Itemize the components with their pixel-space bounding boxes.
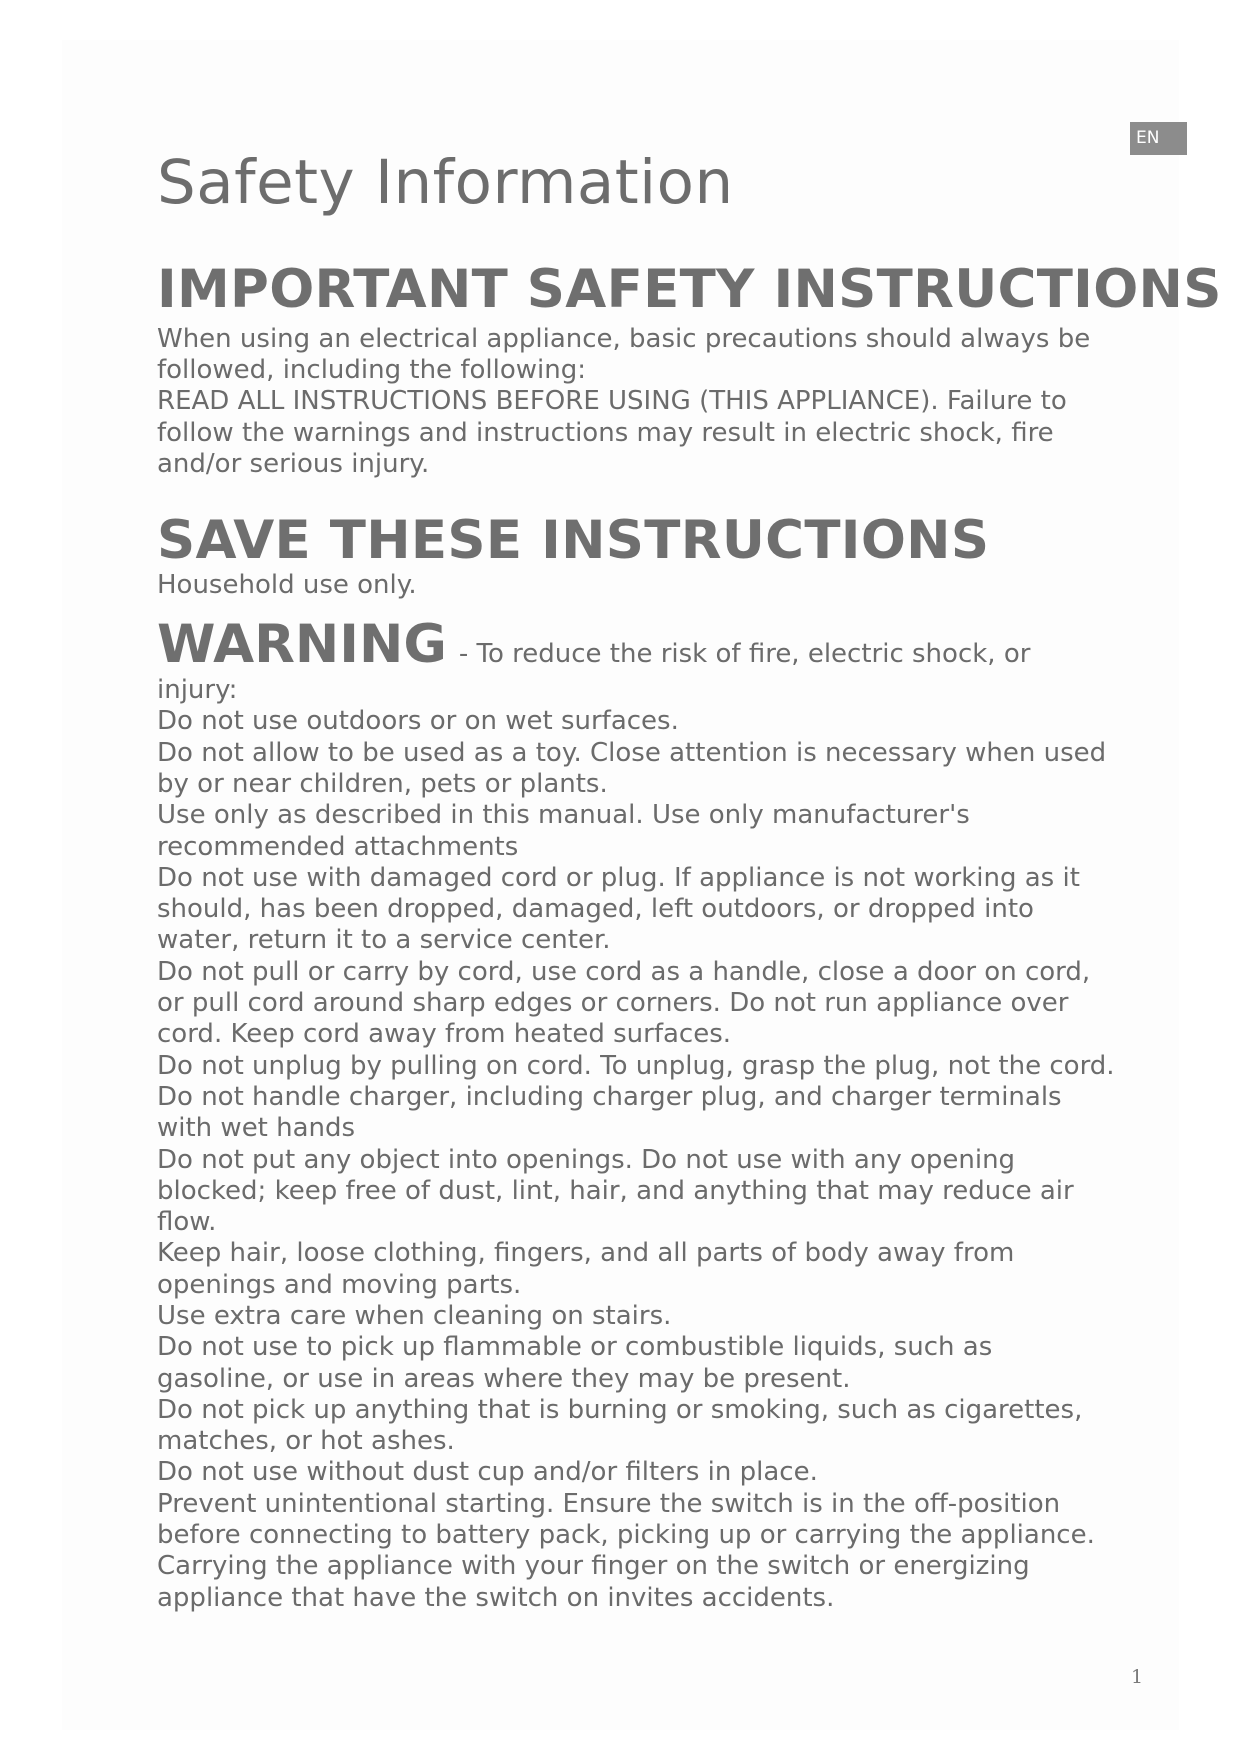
document-body — [157, 259, 1222, 1614]
save-instructions-heading: SAVE THESE INSTRUCTIONS — [157, 510, 990, 572]
important-safety-heading: IMPORTANT SAFETY INSTRUCTIONS — [157, 259, 1222, 320]
warning-item: Keep hair, loose clothing, fingers, and all parts of body away from openings and moving parts. — [157, 1238, 1015, 1300]
warning-label: WARNING — [157, 614, 447, 676]
intro-paragraph: READ ALL INSTRUCTIONS BEFORE USING (THIS APPLIANCE). Failure to follow the warnings and instructions may result in electric shock, fire and/or serious injury. — [157, 386, 1067, 479]
warning-item: Use extra care when cleaning on stairs. — [157, 1301, 672, 1331]
warning-header — [157, 614, 1117, 676]
warning-item: Do not pull or carry by cord, use cord as a handle, close a door on cord, or pull cord around sharp edges or corners. Do not run appliance over cord. Keep cord away from heated surfaces. — [157, 956, 1091, 1050]
warning-item: Do not put any object into openings. Do not use with any opening blocked; keep free of dust, lint, hair, and anything that may reduce air flow. — [157, 1144, 1074, 1238]
household-use-note: Household use only. — [157, 569, 417, 600]
warning-item: Do not pick up anything that is burning or smoking, such as cigarettes, matches, or hot ashes. — [157, 1394, 1083, 1457]
warning-item: Do not use outdoors or on wet surfaces. — [157, 706, 679, 737]
language-badge: EN — [1130, 122, 1187, 155]
warning-item: Do not use to pick up flammable or combustible liquids, such as gasoline, or use in areas where they may be present. — [157, 1332, 993, 1394]
warning-item: Do not handle charger, including charger plug, and charger terminals with wet hands — [157, 1081, 1062, 1144]
page-title: Safety Information — [157, 146, 734, 218]
warning-lead-continued: injury: — [157, 675, 238, 706]
warning-list — [157, 706, 1117, 1614]
warning-item: Do not use with damaged cord or plug. If appliance is not working as it should, has been dropped, damaged, left outdoors, or dropped into water, return it to a service center. — [157, 862, 1080, 956]
warning-item: Prevent unintentional starting. Ensure the switch is in the off-position before connecting to battery pack, picking up or carrying the appliance. Carrying the appliance with your finger on the switch or energizing appliance that have the switch on invites accidents. — [157, 1488, 1095, 1613]
warning-item: Do not unplug by pulling on cord. To unplug, grasp the plug, not the cord. — [157, 1050, 1115, 1081]
warning-item: Do not use without dust cup and/or filters in place. — [157, 1457, 818, 1488]
intro-paragraph: When using an electrical appliance, basic precautions should always be followed, including the following: — [157, 323, 1091, 385]
warning-item: Use only as described in this manual. Use only manufacturer's recommended attachments — [157, 800, 970, 862]
important-safety-intro — [157, 324, 1117, 480]
warning-lead: - To reduce the risk of fire, electric shock, or — [458, 639, 1031, 670]
page-number: 1 — [1131, 1666, 1144, 1688]
warning-item: Do not allow to be used as a toy. Close attention is necessary when used by or near children, pets or plants. — [157, 737, 1107, 799]
